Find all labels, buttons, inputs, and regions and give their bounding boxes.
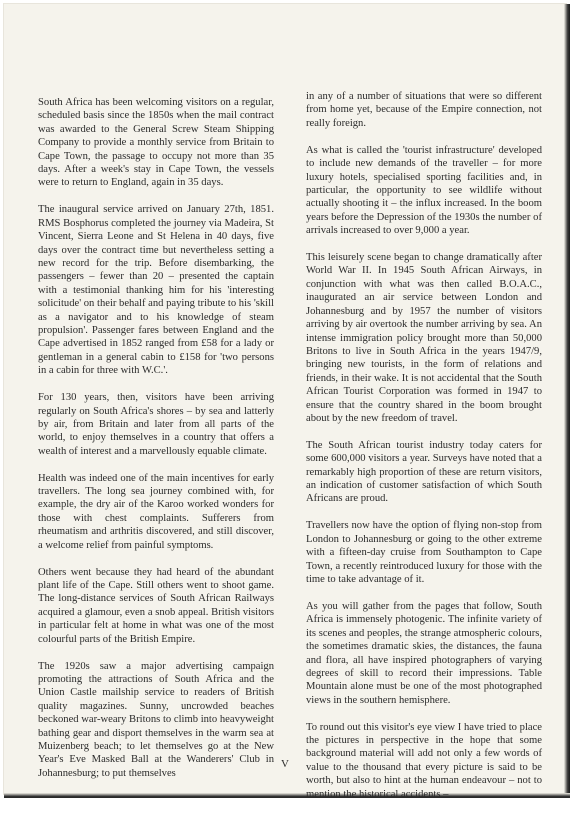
right-text-column (306, 90, 542, 815)
paragraph: As what is called the 'tourist infrastructure' developed to include new demands of the traveller – for more luxury hotels, specialised sporting facilities and, in particular, the opportunity to see wildlife without actually shooting it – the influx increased. In the boom years before the Depression of the 1930s the number of arrivals increased to over 9,000 a year. (306, 144, 542, 237)
paragraph: For 130 years, then, visitors have been arriving regularly on South Africa's shores – by sea and latterly by air, from Britain and later from all parts of the world, to enjoy themselves in a country that offers a wealth of interest and a marvellously equable climate. (38, 392, 274, 457)
paragraph: This leisurely scene began to change dramatically after World War II. In 1945 South African Airways, in conjunction with what was then called B.O.A.C., inaugurated an air service between London and Johannesburg and by 1957 the number of visitors arriving by air overtook the number arriving by sea. An intense immigration policy brought more than 50,000 Britons to live in South Africa in the years 1947/9, bringing new tourists, in the form of relations and friends, in their wake. It is not accidental that the South African Tourist Corporation was formed in 1947 to ensure that the country shared in the boom brought about by the new freedom of travel. (306, 252, 542, 424)
page-edge-shadow-right (564, 4, 570, 794)
page-number: V (281, 758, 289, 770)
paragraph: in any of a number of situations that were so different from home yet, because of the Empire connection, not really foreign. (306, 91, 542, 129)
paragraph: Others went because they had heard of the abundant plant life of the Cape. Still others went to shoot game. The long-distance services of South African Railways acquired a glamour, even a snob appeal. British visitors in particular felt at home in what was one of the most colourful parts of the British Empire. (38, 566, 274, 645)
book-page (4, 4, 566, 800)
paragraph: The inaugural service arrived on January 27th, 1851. RMS Bosphorus completed the journey via Madeira, St Vincent, Sierra Leone and St Helena in 40 days, five days over the contract time but nevertheless setting a new record for the trip. Before disembarking, the passengers – fewer than 20 – presented the captain with a testimonial thanking him for his 'interesting solicitude' on their behalf and paying tribute to his 'skill as a navigator and to his knowledge of steam propulsion'. Passenger fares between England and the Cape advertised in 1852 ranged from £58 for a lady or gentleman in a general cabin to £158 for 'two persons in a cabin for three with W.C.'. (38, 204, 274, 377)
paragraph: As you will gather from the pages that follow, South Africa is immensely photogenic. The infinite variety of its scenes and peoples, the strange atmospheric colours, the sometimes dramatic skies, the distances, the fauna and flora, all have inspired photographers of varying degrees of skill to record their impressions. Table Mountain alone must be one of the most photographed views in the southern hemisphere. (306, 600, 542, 706)
paragraph: South Africa has been welcoming visitors on a regular, scheduled basis since the 1850s when the mail contract was awarded to the General Screw Steam Shipping Company to provide a monthly service from Britain to Cape Town, the passage to occupy not more than 35 days. After a week's stay in Cape Town, the vessels were to return to England, again in 35 days. (38, 97, 274, 189)
paragraph: The South African tourist industry today caters for some 600,000 visitors a year. Surveys have noted that a remarkably high proportion of these are return visitors, an indication of customer satisfaction of which South Africans are proud. (306, 439, 542, 505)
left-text-column (38, 96, 274, 794)
paragraph: To round out this visitor's eye view I have tried to place the pictures in perspective in the hope that some background material will add not only a few words of value to the thousand that every picture is said to be worth, but also to hint at the human endeavour – not to mention the historical accidents – (306, 721, 542, 800)
paragraph: Travellers now have the option of flying non-stop from London to Johannesburg or going to the other extreme with a fifteen-day cruise from Southampton to Cape Town, a recently reintroduced luxury for those with the time to take advantage of it. (306, 520, 542, 585)
paragraph: Health was indeed one of the main incentives for early travellers. The long sea journey combined with, for example, the dry air of the Karoo worked wonders for those with chest complaints. Sufferers from rheumatism and arthritis discovered, and still discover, a welcome relief from painful symptoms. (38, 472, 274, 551)
paragraph: The 1920s saw a major advertising campaign promoting the attractions of South Africa and the Union Castle mailship service to readers of British quality magazines. Sunny, uncrowded beaches beckoned war-weary Britons to climb into heavyweight bathing gear and disport themselves in the warm sea at Muizenberg beach; to let themselves go at the New Year's Eve Masked Ball at the Wanderers' Club in Johannesburg; to put themselves (38, 660, 274, 779)
